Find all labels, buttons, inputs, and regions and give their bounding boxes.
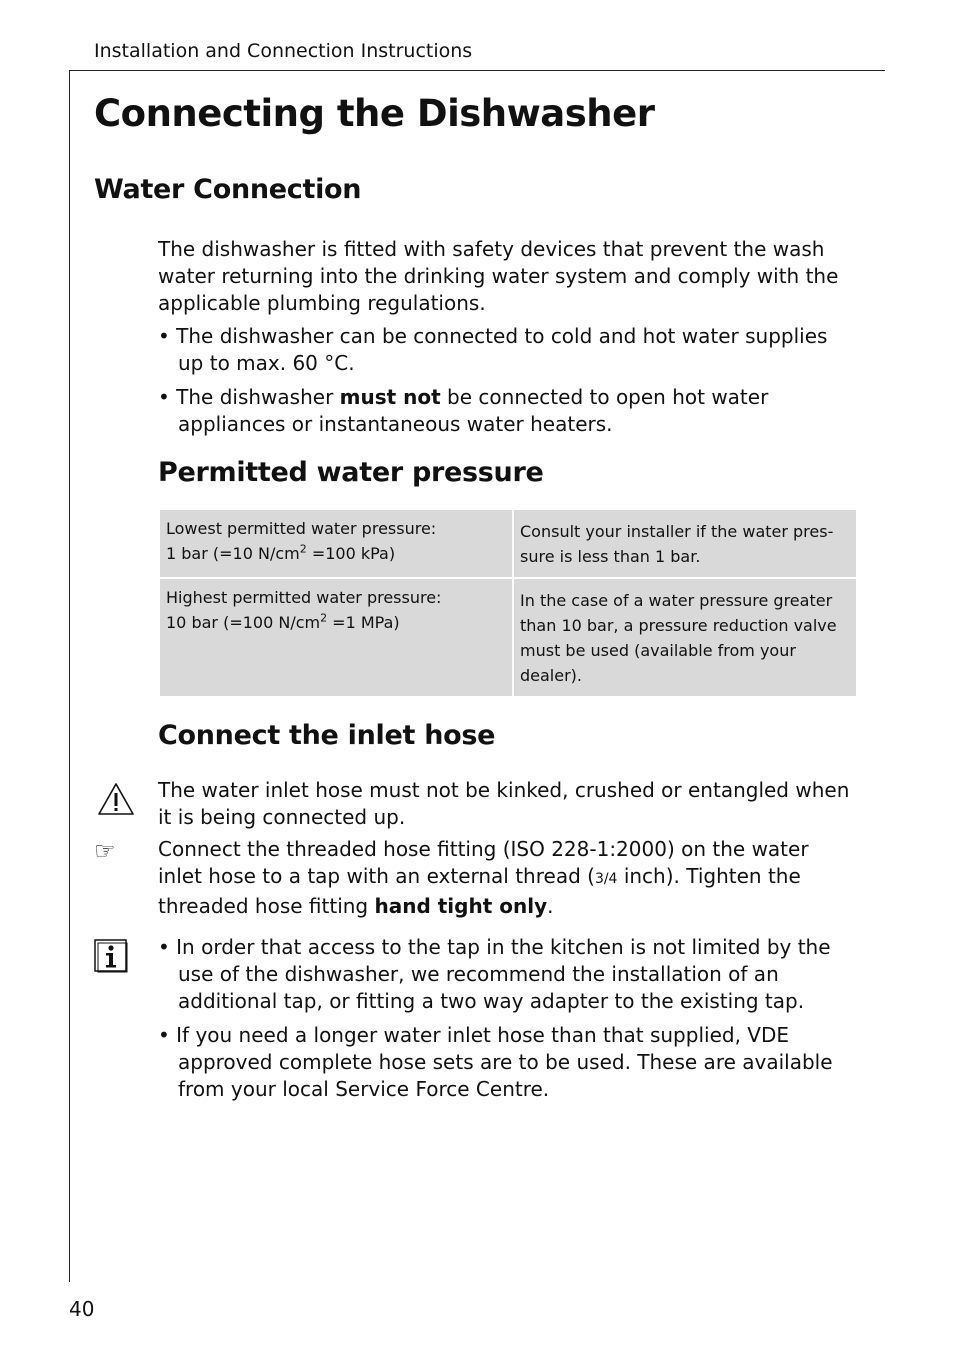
value-pre: 1 bar (=10 N/cm [166, 544, 300, 563]
inlet-heading: Connect the inlet hose [158, 720, 496, 751]
highest-pressure-note: In the case of a water pressure greater than 10 bar, a pressure reduction valve must be used (available from your dealer). [513, 578, 857, 697]
bullet-text-bold: must not [339, 385, 441, 409]
instruction-mid: inch). Tighten the threaded hose fitting [158, 864, 801, 918]
instruction-text [158, 836, 858, 920]
bullet-text: The dishwasher can be connected to cold and hot water supplies up to max. 60 °C. [176, 324, 828, 375]
page-number: 40 [69, 1297, 95, 1321]
header-rule [69, 70, 885, 71]
highest-pressure-value [166, 610, 506, 635]
instruction-pre: Connect the threaded hose fitting (ISO 228-1:2000) on the water inlet hose to a tap with an external thread ( [158, 837, 809, 888]
value-post: =1 MPa) [327, 613, 400, 632]
table-row [159, 509, 857, 578]
lowest-pressure-note: Consult your installer if the water pres-sure is less than 1 bar. [513, 509, 857, 578]
bullet-text: In order that access to the tap in the kitchen is not limited by the use of the dishwasher, we recommend the installation of an additional tap, or fitting a two way adapter to the existing tap. [176, 935, 831, 1013]
highest-pressure-cell [159, 578, 513, 697]
table-row [159, 578, 857, 697]
pointing-hand-icon: ☞ [94, 837, 116, 865]
page-title: Connecting the Dishwasher [94, 92, 655, 135]
fraction: 3/4 [594, 871, 618, 887]
margin-rule [69, 70, 70, 1282]
bullet-must-not: • The dishwasher must not be connected to open hot water appliances or instantaneous water heaters. [158, 385, 769, 436]
running-header: Installation and Connection Instructions [94, 40, 473, 62]
info-bullet-tap: • In order that access to the tap in the kitchen is not limited by the use of the dishwasher, we recommend the installation of an additional tap, or fitting a two way adapter to the existing tap. [158, 935, 831, 1013]
lowest-pressure-label: Lowest permitted water pressure: [166, 519, 437, 538]
bullet-text-post: be connected to open hot water appliances or instantaneous water heaters. [178, 385, 769, 436]
water-connection-heading: Water Connection [94, 174, 362, 205]
bullet-temperature: • The dishwasher can be connected to cold and hot water supplies up to max. 60 °C. [158, 324, 828, 375]
pressure-table [158, 508, 858, 698]
warning-text: The water inlet hose must not be kinked, crushed or entangled when it is being connected up. [158, 778, 850, 829]
value-sup: 2 [299, 542, 307, 556]
lowest-pressure-cell [159, 509, 513, 578]
instruction-bold: hand tight only [374, 894, 548, 918]
value-sup: 2 [320, 611, 328, 625]
value-post: =100 kPa) [306, 544, 396, 563]
bullet-text: If you need a longer water inlet hose than that supplied, VDE approved complete hose sets are to be used. These are available from your local Service Force Centre. [176, 1023, 833, 1101]
intro-paragraph: The dishwasher is fitted with safety devices that prevent the wash water returning into the drinking water system and comply with the applicable plumbing regulations. [158, 237, 839, 315]
instruction-post: . [547, 894, 554, 918]
value-pre: 10 bar (=100 N/cm [166, 613, 321, 632]
info-bullet-hose: • If you need a longer water inlet hose than that supplied, VDE approved complete hose sets are to be used. These are available from your local Service Force Centre. [158, 1023, 833, 1101]
bullet-text-pre: The dishwasher [176, 385, 340, 409]
warning-triangle-icon [97, 782, 135, 816]
lowest-pressure-value [166, 541, 506, 566]
pressure-heading: Permitted water pressure [158, 457, 544, 488]
info-box-icon [94, 939, 128, 973]
highest-pressure-label: Highest permitted water pressure: [166, 588, 442, 607]
